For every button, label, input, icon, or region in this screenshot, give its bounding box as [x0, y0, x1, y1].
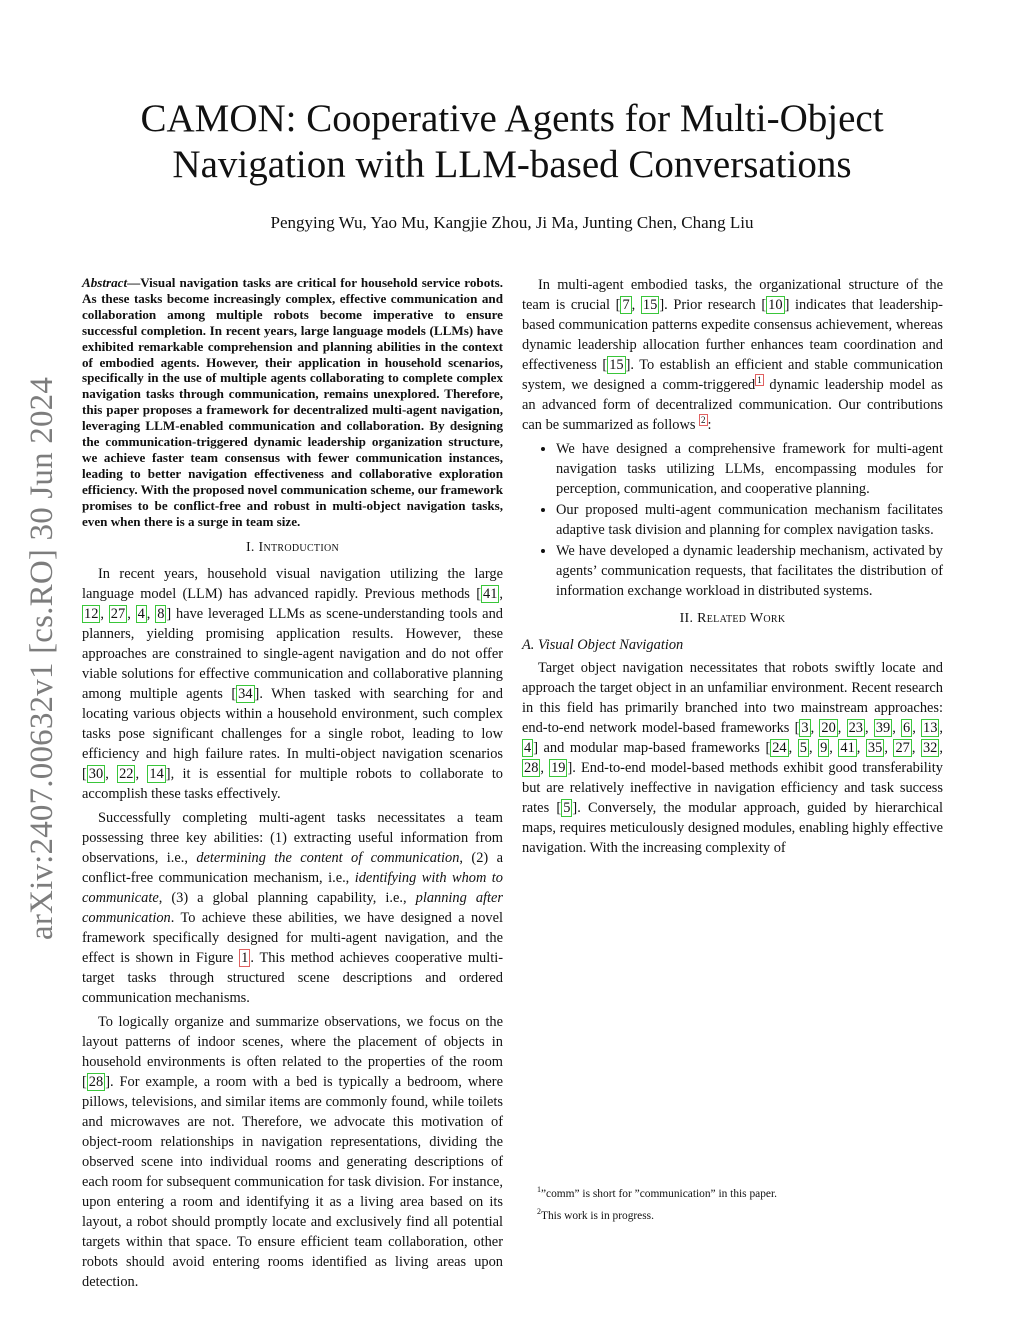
footnote-link[interactable]: 1 [757, 375, 762, 386]
citation-link[interactable]: 15 [642, 297, 658, 313]
citation-link[interactable]: 20 [821, 720, 836, 736]
right-column [522, 275, 943, 862]
intro-paragraph-3: To logically organize and summarize observations, we focus on the layout patterns of indoor scenes, where the placement of objects in household environments is often related to the properties of the room [ 28 ]. For example, a room with a bed is typically a bedroom, where pillows, televisions, and similar items are commonly found, while toilets and microwaves are not. Therefore, we advocate this motivation of object-room relationships in navigation representations, dividing the observed scene into individual rooms and generating descriptions of each room for subsequent communication for task division. For instance, upon entering a room and identifying it as a living area based on its layout, a robot should promptly locate and exclusively find all potential targets within that space. To ensure efficient team collaboration, other robots should avoid entering rooms identified as living areas upon detection. [82, 1013, 503, 1290]
citation-link[interactable]: 41 [840, 740, 855, 756]
citation-link[interactable]: 30 [88, 765, 104, 782]
citation-link[interactable]: 24 [772, 740, 787, 756]
figure-link[interactable]: 1 [241, 949, 249, 966]
list-item: • We have designed a comprehensive framework for multi-agent navigation tasks utilizing LLMs, encompassing modules for perception, communication, and cooperative planning. [556, 439, 943, 499]
citation-link[interactable]: 15 [609, 357, 624, 373]
abstract [82, 275, 503, 530]
section-heading-introduction: I. Introduction [245, 539, 340, 555]
citation-link[interactable]: 4 [137, 605, 145, 622]
citation-link[interactable]: 28 [524, 760, 539, 776]
citation-link[interactable]: 23 [848, 720, 863, 736]
subsection-heading: A. Visual Object Navigation [522, 637, 684, 653]
citation-link[interactable]: 7 [622, 297, 630, 313]
citation-link[interactable]: 10 [768, 297, 783, 313]
arxiv-identifier[interactable]: arXiv:2407.00632v1 [cs.RO] 30 Jun 2024 [24, 376, 60, 940]
citation-link[interactable]: 39 [875, 720, 891, 736]
footnotes [537, 1181, 957, 1225]
citation-link[interactable]: 13 [923, 720, 938, 736]
citation-link[interactable]: 27 [895, 740, 910, 756]
citation-link[interactable]: 8 [157, 605, 165, 622]
intro-paragraph-4: In multi-agent embodied tasks, the organizational structure of the team is crucial [ 7 , 15 ]. Prior research [ 10 ] indicates that leadership-based communication patterns expedite consensus achievement, whereas dynamic leadership allocation further enhances team coordination and effectiveness [ 15 ]. To establish an efficient and stable communication system, we designed a comm-triggered $^1$ dynamic leadership model as an advanced form of decentralized communication. Our contributions can be summarized as follows $^2$ : [522, 277, 944, 433]
citation-link[interactable]: 14 [149, 765, 164, 782]
footnote-link[interactable]: 2 [701, 415, 706, 426]
footnote-2: $^2$This work is in progress. [537, 1206, 654, 1222]
related-paragraph-1: Target object navigation necessitates that robots swiftly locate and approach the target object in an unfamiliar environment. Recent research in this field has primarily branched into two mainstream approaches: end-to-end network model-based frameworks [ 3 , 20 , 23 , 39 , 6 , 13 , 4 ] and modular map-based frameworks [ 24 , 5 , 9 , 41 , 35 , 27 , 32 , 28 , 19 ]. End-to-end model-based methods exhibit good transferability but are relatively ineffective in navigation efficiency and task success rates [ 5 ]. Conversely, the modular approach, guided by hierarchical maps, requires meticulously designed modules, enabling highly effective navigation. With the increasing complexity of [522, 660, 944, 856]
left-column [82, 275, 503, 1296]
list-item: • We have developed a dynamic leadership mechanism, activated by agents’ communication requests, that facilitates the distribution of information exchange workload in distributed systems. [556, 541, 943, 601]
citation-link[interactable]: 22 [119, 765, 134, 782]
intro-paragraph-1: In recent years, household visual navigation utilizing the large language model (LLM) has advanced rapidly. Previous methods [ 41 , 12 , 27 , 4 , 8 ] have leveraged LLMs as scene-understanding tools and planners, yielding promising application results. However, these approaches are constrained to single-agent navigation and do not offer viable solutions for effective communication and collaborative planning among multiple agents [ 34 ]. When tasked with searching for and locating various objects within a household environment, such complex tasks pose significant challenges for a single robot, leading to low efficiency and high failure rates. In multi-object navigation scenarios [ 30 , 22 , 14 ], it is essential for multiple robots to collaborate to accomplish these tasks effectively. [82, 565, 504, 802]
citation-link[interactable]: 35 [867, 740, 883, 756]
list-item: • Our proposed multi-agent communication mechanism facilitates adaptive task division and planning for complex navigation tasks. [556, 500, 943, 540]
paper-title: CAMON: Cooperative Agents for Multi-Object Navigation with LLM-based Conversations [140, 97, 884, 186]
author-list: Pengying Wu, Yao Mu, Kangjie Zhou, Ji Ma, Junting Chen, Chang Liu [270, 213, 754, 232]
citation-link[interactable]: 34 [238, 685, 253, 702]
footnote-1: $^1$”comm” is short for ”communication” in this paper. [537, 1185, 777, 1200]
citation-link[interactable]: 41 [483, 585, 498, 602]
section-heading-related-work: II. Related Work [679, 611, 786, 626]
citation-link[interactable]: 27 [110, 605, 126, 622]
citation-link[interactable]: 28 [88, 1073, 104, 1090]
citation-link[interactable]: 5 [799, 740, 807, 756]
citation-link[interactable]: 12 [84, 605, 99, 622]
citation-link[interactable]: 9 [820, 740, 828, 756]
intro-paragraph-2: Successfully completing multi-agent tasks necessitates a team possessing three key abilities: (1) extracting useful information from observations, i.e., determining the content of communication, (2) a conflict-free communication mechanism, i.e., identifying with whom to communicate, (3) a global planning capability, i.e., planning after communication. To achieve these abilities, we have designed a novel framework specifically designed for multi-agent navigation, and the effect is shown in Figure 1 . This method achieves cooperative multi-target tasks through structured scene descriptions and ordered communication mechanisms. [82, 809, 504, 1006]
contribution-list [522, 439, 943, 601]
abstract-text: —Visual navigation tasks are critical for household service robots. As these tasks become increasingly complex, effective communication and collaboration among multiple robots become imperative to ensure successful completion. In recent years, large language models (LLMs) have exhibited remarkable comprehension and planning abilities in the context of embodied agents. However, their application in household scenarios, specifically in the use of multiple agents collaborating to complete complex navigation tasks through communication, remains unexplored. Therefore, this paper proposes a framework for decentralized multi-agent navigation, leveraging LLM-enabled communication and collaboration. By designing the communication-triggered dynamic leadership organization structure, we achieve faster team consensus with fewer communication instances, leading to better navigation effectiveness and collaborative exploration efficiency. With the proposed novel communication scheme, our framework promises to be conflict-free and robust in multi-object navigation tasks, even when there is a surge in team size. [82, 275, 503, 529]
citation-link[interactable]: 19 [551, 760, 566, 776]
citation-link[interactable]: 4 [524, 740, 532, 756]
citation-link[interactable]: 5 [563, 800, 571, 816]
citation-link[interactable]: 32 [922, 740, 938, 756]
citation-link[interactable]: 6 [903, 720, 911, 736]
abstract-label: Abstract [82, 275, 128, 290]
citation-link[interactable]: 3 [801, 720, 809, 736]
